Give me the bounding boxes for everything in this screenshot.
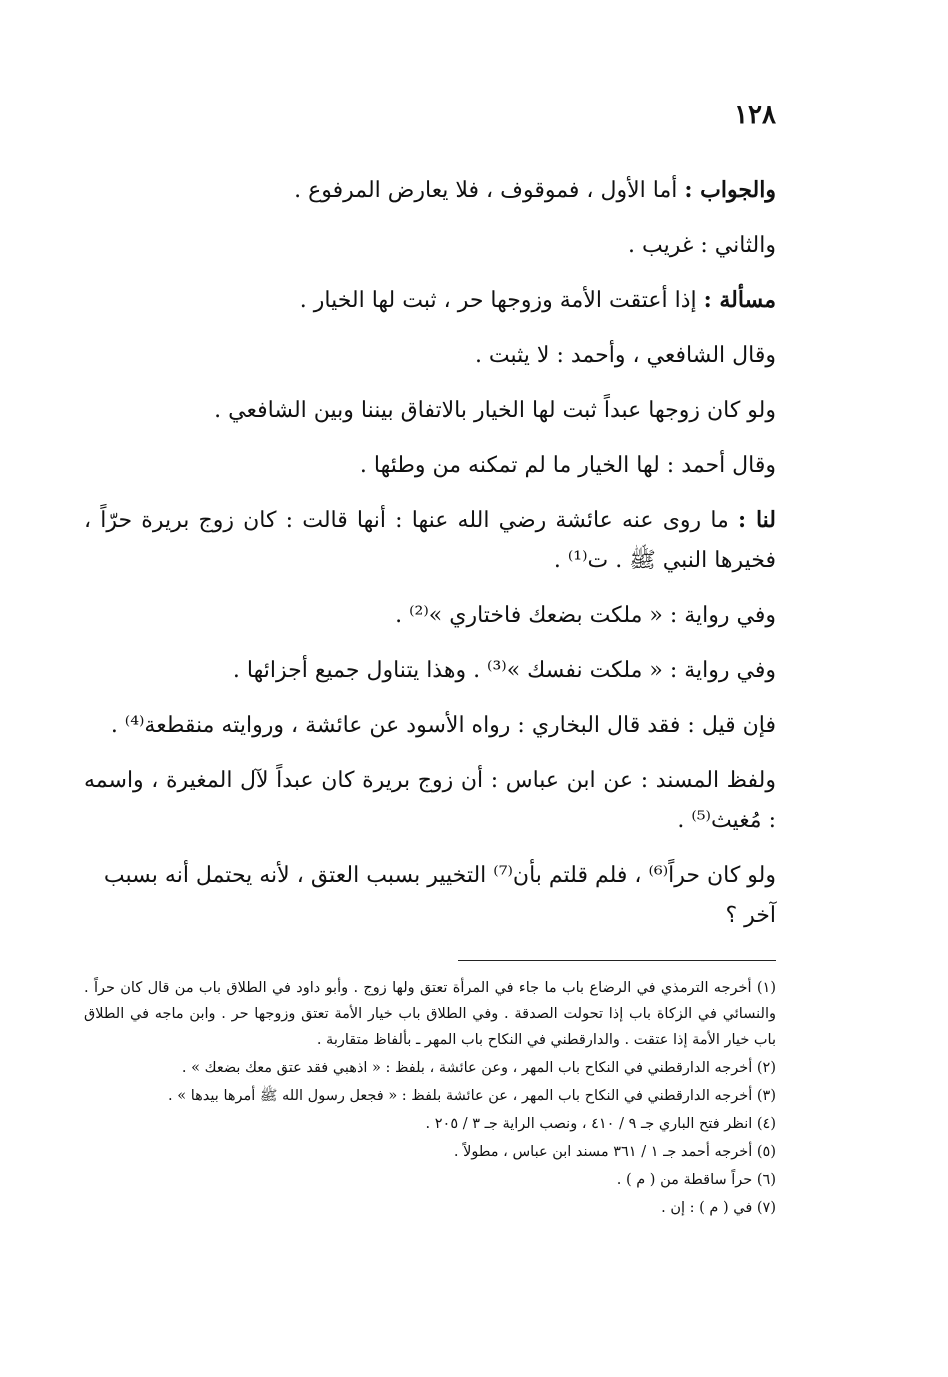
footnotes (84, 975, 776, 1223)
paragraph-lead: لنا : (738, 507, 777, 533)
paragraph-narration-2 (84, 650, 776, 691)
paragraph-objection (84, 705, 776, 746)
paragraph-text: وقال أحمد : لها الخيار ما لم تمكنه من وطئها . (359, 453, 776, 478)
paragraph-text: أما الأول ، فموقوف ، فلا يعارض المرفوع . (294, 178, 685, 203)
paragraph-lead: والجواب : (684, 177, 776, 203)
paragraph-question (84, 855, 776, 936)
paragraph-text: ولو كان حراً⁽⁶⁾ ، فلم قلتم بأن⁽⁷⁾ التخيير بسبب العتق ، لأنه يحتمل أنه بسبب آخر ؟ (103, 863, 776, 928)
paragraph-text: وفي رواية : « ملكت نفسك »⁽³⁾ . وهذا يتناول جميع أجزائها . (232, 658, 776, 683)
footnote-5: (٥) أخرجه أحمد جـ ١ / ٣٦١ مسند ابن عباس ، مطولاً . (453, 1144, 776, 1160)
paragraph-second (84, 225, 776, 266)
footnote-3: (٣) أخرجه الدارقطني في النكاح باب المهر ، عن عائشة بلفظ : « فجعل رسول الله ﷺ أمرها بيدها » . (168, 1088, 776, 1104)
footnote-4: (٤) انظر فتح الباري جـ ٩ / ٤١٠ ، ونصب الراية جـ ٣ / ٢٠٥ . (425, 1116, 776, 1132)
main-text (84, 170, 776, 950)
paragraph-lead: مسألة : (703, 287, 776, 313)
footnote-divider (458, 960, 776, 961)
page-number: ١٢٨ (734, 100, 776, 130)
footnote-7: (٧) في ( م ) : إن . (661, 1200, 776, 1216)
paragraph-text: والثاني : غريب . (628, 233, 776, 258)
footnote-2: (٢) أخرجه الدارقطني في النكاح باب المهر ، وعن عائشة ، بلفظ : « اذهبي فقد عتق معك بضعك » . (181, 1060, 776, 1076)
footnote-6: (٦) حراً ساقطة من ( م ) . (616, 1172, 776, 1188)
paragraph-musnad (84, 760, 776, 841)
paragraph-text: وقال الشافعي ، وأحمد : لا يثبت . (474, 343, 776, 368)
paragraph-issue (84, 280, 776, 321)
paragraph-text: وفي رواية : « ملكت بضعك فاختاري »⁽²⁾ . (395, 603, 776, 628)
paragraph-text: فإن قيل : فقد قال البخاري : رواه الأسود عن عائشة ، وروايته منقطعة⁽⁴⁾ . (110, 713, 776, 738)
footnote-1: (١) أخرجه الترمذي في الرضاع باب ما جاء في المرأة تعتق ولها زوج . وأبو داود في الطلاق باب من قال كان حراً . والنسائي في الزكاة باب إذا تحولت الصدقة . وفي الطلاق باب خيار الأمة تعتق وزوجها حر . وابن ماجه في الطلاق باب خيار الأمة إذا عتقت . والدارقطني في النكاح باب المهر ـ بألفاظ متقاربة . (84, 980, 776, 1048)
paragraph-slave-husband (84, 390, 776, 431)
paragraph-text: ولفظ المسند : عن ابن عباس : أن زوج بريرة كان عبداً لآل المغيرة ، واسمه : مُغيث⁽⁵⁾ . (84, 768, 776, 833)
paragraph-text: إذا أعتقت الأمة وزوجها حر ، ثبت لها الخيار . (299, 288, 704, 313)
paragraph-narration-1 (84, 595, 776, 636)
paragraph-evidence (84, 500, 776, 581)
paragraph-ahmad (84, 445, 776, 486)
paragraph-text: ما روى عنه عائشة رضي الله عنها : أنها قالت : كان زوج بريرة حرّاً ، فخيرها النبي ﷺ . ت⁽¹⁾ . (84, 508, 776, 573)
paragraph-shafii (84, 335, 776, 376)
paragraph-text: ولو كان زوجها عبداً ثبت لها الخيار بالاتفاق بيننا وبين الشافعي . (214, 398, 776, 423)
paragraph-answer (84, 170, 776, 211)
